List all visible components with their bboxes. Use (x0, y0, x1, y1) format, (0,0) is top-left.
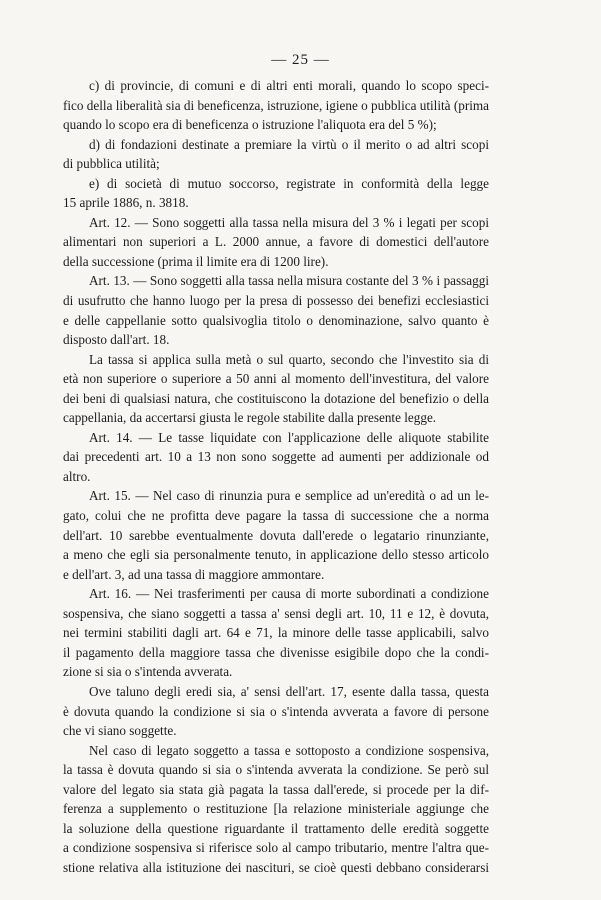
text-line: stione relativa alla istituzione dei nascituri, se cioè questi debbano considerarsi (63, 859, 489, 875)
text-line: alimentari non superiori a L. 2000 annue, a favore di domestici dell'autore (63, 234, 489, 250)
text-line: Art. 13. — Sono soggetti alla tassa nella misura costante del 3 % i passaggi (89, 273, 489, 289)
text-line: Art. 12. — Sono soggetti alla tassa nella misura del 3 % i legati per scopi (89, 214, 489, 230)
text-line: il pagamento della maggiore tassa che divenisse esigibile dopo che la condi- (63, 644, 489, 660)
text-line: dell'art. 10 sarebbe eventualmente dovuta dall'erede o legatario rinunziante, (63, 527, 489, 543)
text-line: 15 aprile 1886, n. 3818. (63, 195, 189, 211)
text-line: altro. (63, 468, 91, 484)
text-line: c) di provincie, di comuni e di altri enti morali, quando lo scopo speci- (89, 78, 489, 93)
text-line: Art. 14. — Le tasse liquidate con l'applicazione delle aliquote stabilite (89, 429, 489, 445)
text-line: Nel caso di legato soggetto a tassa e sottoposto a condizione sospensiva, (89, 742, 489, 758)
text-line: di usufrutto che hanno luogo per la presa di possesso dei benefizi ecclesiastici (63, 293, 489, 309)
text-line: è dovuta quando la condizione si sia o s'intenda avverata a favore di persone (63, 703, 489, 719)
text-line: a condizione sospensiva si riferisce solo al campo tributario, mentre l'altra que- (63, 840, 489, 856)
text-line: di pubblica utilità; (63, 156, 160, 172)
text-line: della successione (prima il limite era di 1200 lire). (63, 253, 329, 269)
text-line: la tassa è dovuta quando si sia o s'intenda avverata la condizione. Se però sul (63, 762, 489, 778)
text-line: zione si sia o s'intenda avverata. (63, 664, 233, 680)
text-line: valore del legato sia stata già pagata la tassa dall'erede, si procede per la dif- (63, 781, 489, 797)
text-line: dai precedenti art. 10 a 13 non sono soggette ad aumenti per addizionale od (63, 449, 489, 465)
text-line: cappellania, da accertarsi giusta le regole stabilite dalla presente legge. (63, 410, 437, 426)
page-number: — 25 — (271, 52, 330, 68)
text-line: Art. 15. — Nel caso di rinunzia pura e semplice ad un'eredità o ad un le- (89, 488, 489, 504)
text-line: nei termini stabiliti dagli art. 64 e 71, la minore delle tasse applicabili, salvo (63, 625, 489, 641)
text-line: che vi siano soggette. (63, 723, 177, 739)
text-line: a meno che egli sia personalmente tenuto, in applicazione dello stesso articolo (63, 547, 489, 563)
text-line: gato, colui che ne profitta deve pagare la tassa di successione che a norma (63, 508, 489, 524)
text-line: e) di società di mutuo soccorso, registrate in conformità della legge (89, 175, 489, 191)
text-line: disposto dall'art. 18. (63, 332, 170, 348)
text-line: Ove taluno degli eredi sia, a' sensi dell'art. 17, esente dalla tassa, questa (89, 683, 489, 699)
text-line: sospensiva, che siano soggetti a tassa a' sensi degli art. 10, 11 e 12, è dovuta, (63, 605, 489, 621)
body-text (63, 76, 489, 877)
text-line: dei beni di qualsiasi natura, che costituiscono la dotazione del benefizio o della (63, 390, 489, 406)
text-line: Art. 16. — Nei trasferimenti per causa di morte subordinati a condizione (89, 586, 489, 602)
text-line: ferenza a supplemento o restituzione [la relazione ministeriale aggiunge che (63, 801, 489, 817)
text-line: fico della liberalità sia di beneficenza, istruzione, igiene o pubblica utilità (prima (63, 97, 489, 113)
text-line: La tassa si applica sulla metà o sul quarto, secondo che l'investito sia di (89, 351, 489, 367)
text-line: e delle cappellanie sotto qualsivoglia titolo o denominazione, salvo quanto è (63, 312, 489, 328)
text-line: e dell'art. 3, ad una tassa di maggiore ammontare. (63, 566, 325, 582)
text-line: età non superiore o superiore a 50 anni al momento dell'investitura, del valore (63, 371, 489, 387)
text-line: la soluzione della questione riguardante il trattamento delle eredità soggette (63, 820, 489, 836)
text-line: quando lo scopo era di beneficenza o istruzione l'aliquota era del 5 %); (63, 117, 437, 133)
text-line: d) di fondazioni destinate a premiare la virtù o il merito o ad altri scopi (89, 136, 489, 152)
